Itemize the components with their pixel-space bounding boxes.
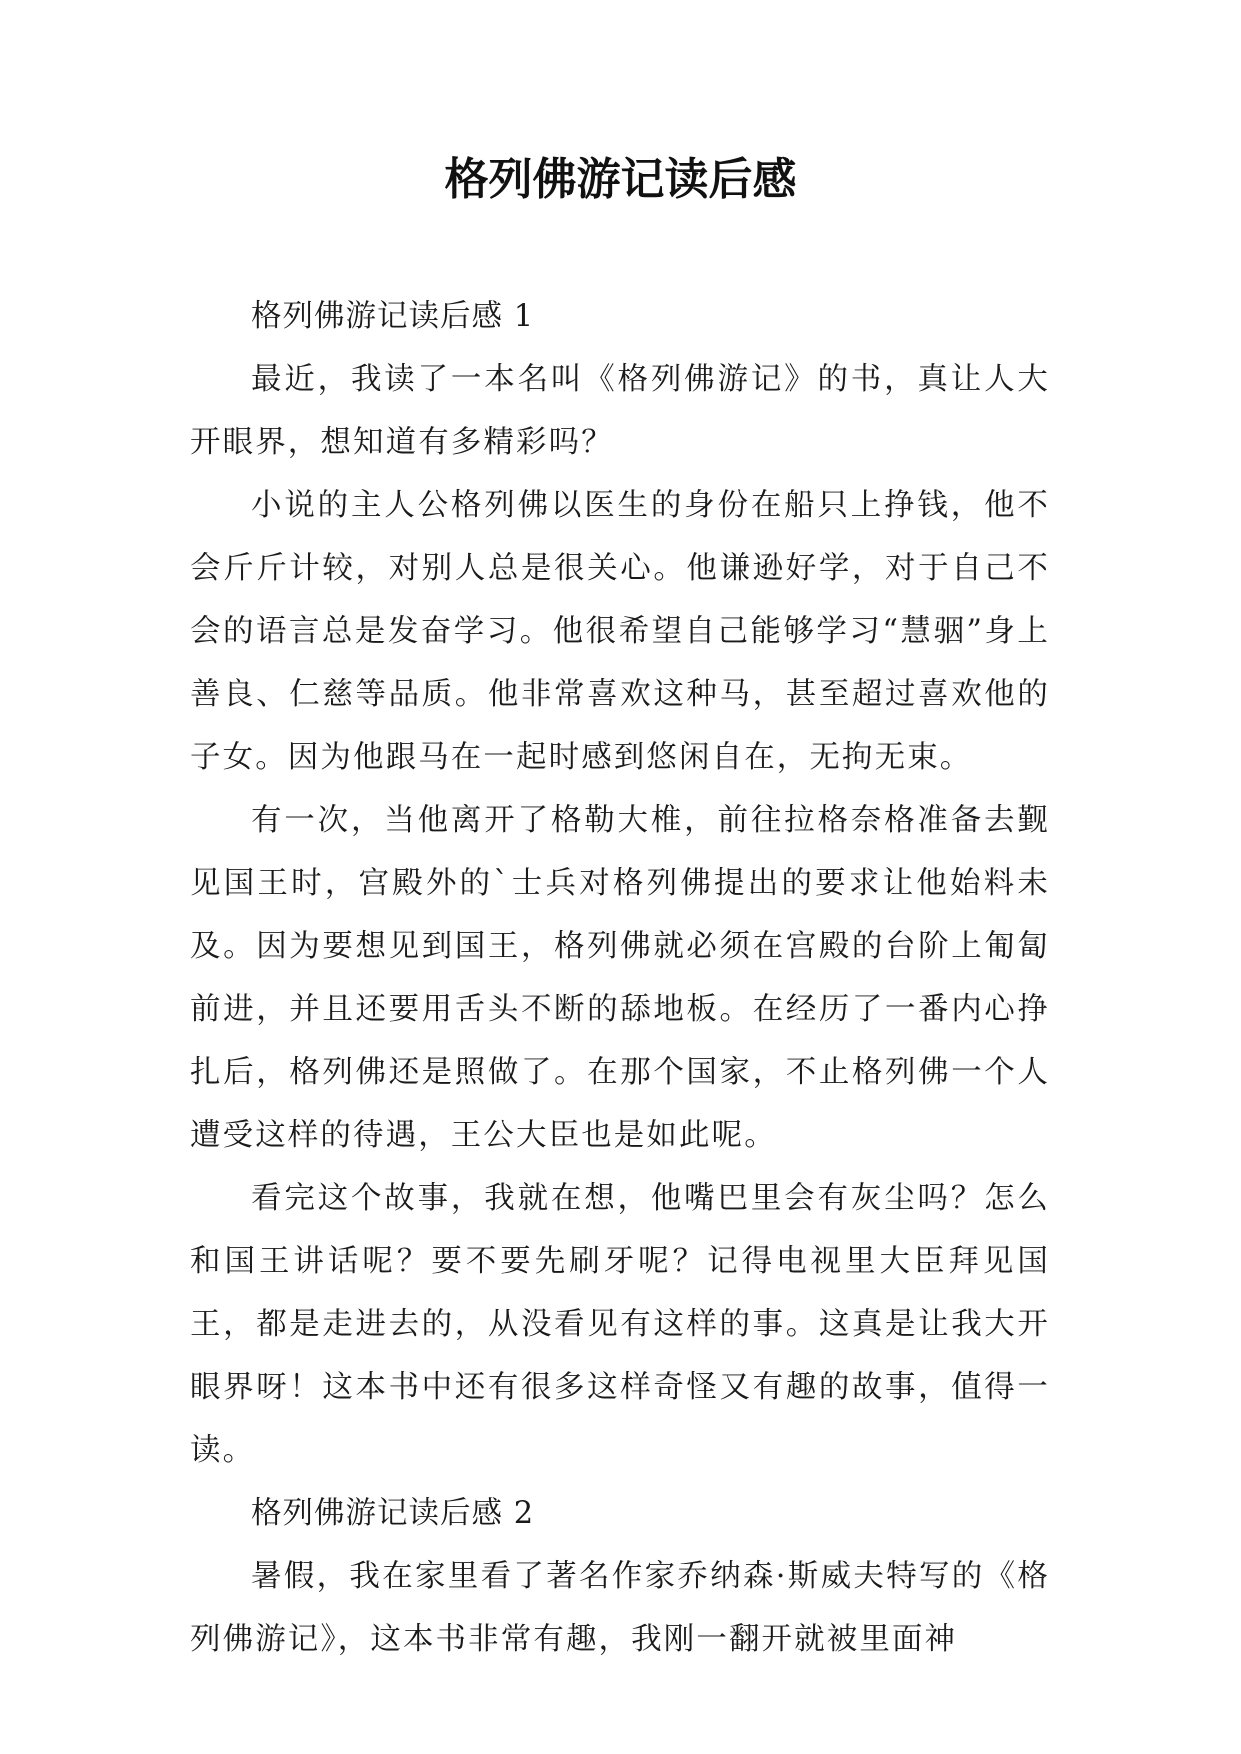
document-title: 格列佛游记读后感 <box>444 154 797 205</box>
paragraph: 最近，我读了一本名叫《格列佛游记》的书，真让人大开眼界，想知道有多精彩吗？ <box>190 362 1050 460</box>
paragraph: 有一次，当他离开了格勒大椎，前往拉格奈格准备去觐见国王时，宫殿外的`士兵对格列佛提出的要求让他始料未及。因为要想见到国王，格列佛就必须在宫殿的台阶上匍匐前进，并且还要用舌头不断的舔地板。在经历了一番内心挣扎后，格列佛还是照做了。在那个国家，不止格列佛一个人遭受这样的待遇，王公大臣也是如此呢。 <box>190 803 1050 1153</box>
paragraph: 看完这个故事，我就在想，他嘴巴里会有灰尘吗？怎么和国王讲话呢？要不要先刷牙呢？记得电视里大臣拜见国王，都是走进去的，从没看见有这样的事。这真是让我大开眼界呀！这本书中还有很多这样奇怪又有趣的故事，值得一读。 <box>190 1181 1050 1468</box>
paragraph: 小说的主人公格列佛以医生的身份在船只上挣钱，他不会斤斤计较，对别人总是很关心。他谦逊好学，对于自己不会的语言总是发奋学习。他很希望自己能够学习“慧骃”身上善良、仁慈等品质。他非常喜欢这种马，甚至超过喜欢他的子女。因为他跟马在一起时感到悠闲自在，无拘无束。 <box>190 488 1050 775</box>
section-heading: 格列佛游记读后感 1 <box>251 299 535 334</box>
paragraph: 暑假，我在家里看了著名作家乔纳森·斯威夫特写的《格列佛游记》，这本书非常有趣，我刚一翻开就被里面神 <box>190 1559 1050 1657</box>
section-heading: 格列佛游记读后感 2 <box>251 1496 535 1531</box>
document-body <box>190 285 1050 1671</box>
